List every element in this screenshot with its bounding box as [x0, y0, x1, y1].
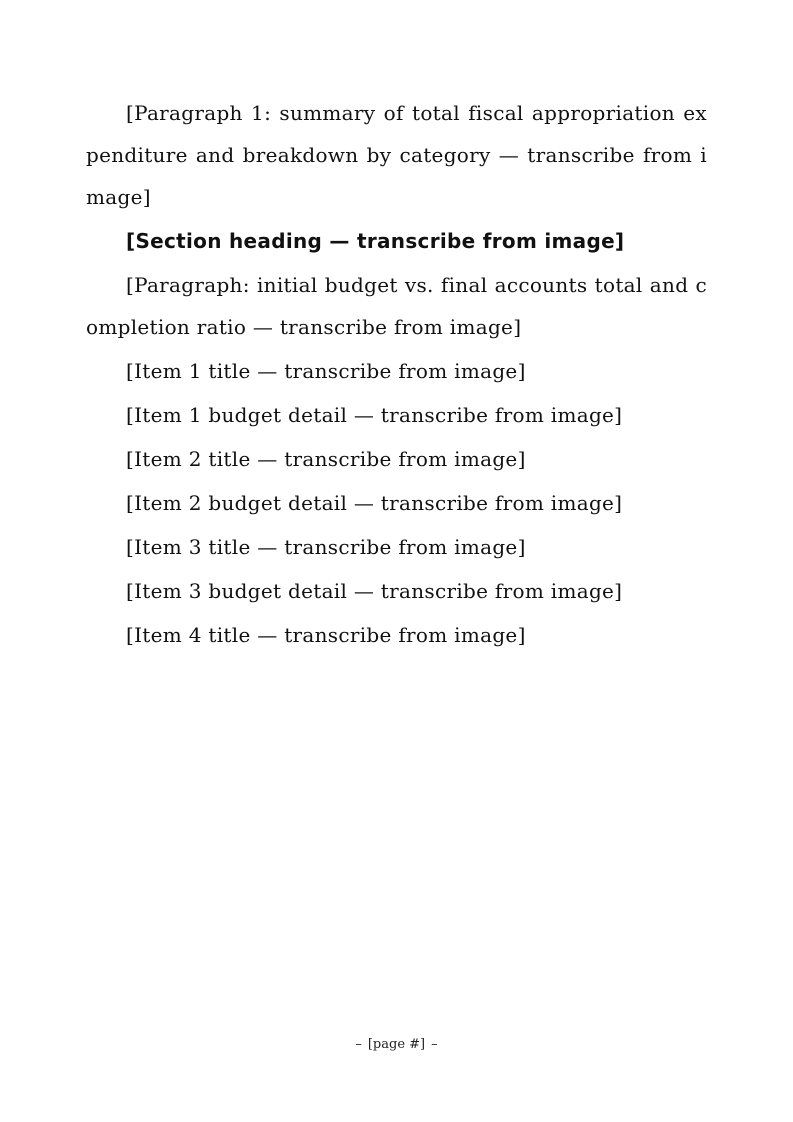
body-paragraph: [Paragraph 1: summary of total fiscal appropriation expenditure and breakdown by category — transcribe from image]	[86, 101, 707, 209]
item-title-paragraph: [Item 3 title — transcribe from image]	[126, 535, 526, 559]
item-title-paragraph: [Item 2 title — transcribe from image]	[126, 447, 526, 471]
item-detail-paragraph: [Item 2 budget detail — transcribe from image]	[126, 491, 623, 515]
footer-dash-right: –	[431, 1037, 438, 1052]
section-heading: [Section heading — transcribe from image]	[126, 229, 625, 253]
item-title-paragraph: [Item 4 title — transcribe from image]	[126, 623, 526, 647]
page-footer	[0, 1037, 793, 1052]
item-title-paragraph: [Item 1 title — transcribe from image]	[126, 359, 526, 383]
footer-dash-left: –	[355, 1037, 362, 1052]
page-number: [page #]	[367, 1037, 426, 1052]
item-detail-paragraph: [Item 1 budget detail — transcribe from image]	[126, 403, 623, 427]
body-paragraph: [Paragraph: initial budget vs. final accounts total and completion ratio — transcribe from image]	[86, 273, 707, 339]
document-body	[86, 92, 707, 656]
item-detail-paragraph: [Item 3 budget detail — transcribe from image]	[126, 579, 623, 603]
